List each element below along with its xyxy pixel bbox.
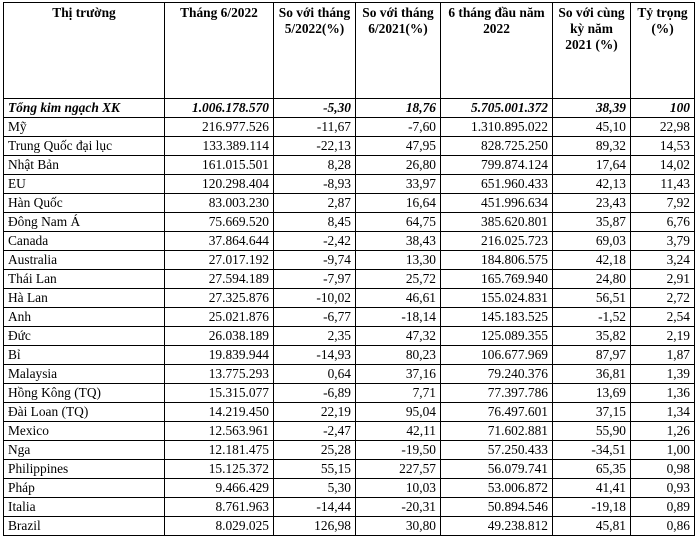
- vs-june-2021: -18,14: [356, 308, 441, 327]
- market-name: Brazil: [4, 517, 165, 536]
- vs-same-period-2021: -34,51: [553, 441, 631, 460]
- share-percent: 3,24: [631, 251, 695, 270]
- share-percent: 1,00: [631, 441, 695, 460]
- table-row: [4, 441, 695, 460]
- table-row: [4, 118, 695, 137]
- market-name: Trung Quốc đại lục: [4, 137, 165, 156]
- vs-same-period-2021: 42,13: [553, 175, 631, 194]
- vs-same-period-2021: 56,51: [553, 289, 631, 308]
- first-half-2022-value: 106.677.969: [441, 346, 553, 365]
- header-vs-same-period-2021: So với cùng kỳ năm 2021 (%): [553, 3, 631, 99]
- vs-may-2022: 8,28: [274, 156, 356, 175]
- vs-may-2022: 2,35: [274, 327, 356, 346]
- market-name: Anh: [4, 308, 165, 327]
- first-half-2022-value: 651.960.433: [441, 175, 553, 194]
- table-row: [4, 232, 695, 251]
- vs-june-2021: 227,57: [356, 460, 441, 479]
- header-share: Tỷ trọng (%): [631, 3, 695, 99]
- june-2022-value: 12.563.961: [165, 422, 274, 441]
- share-percent: 14,02: [631, 156, 695, 175]
- vs-june-2021: 16,64: [356, 194, 441, 213]
- total-first-half-2022: 5.705.001.372: [441, 99, 553, 118]
- june-2022-value: 27.325.876: [165, 289, 274, 308]
- june-2022-value: 13.775.293: [165, 365, 274, 384]
- market-name: Hàn Quốc: [4, 194, 165, 213]
- vs-june-2021: 80,23: [356, 346, 441, 365]
- first-half-2022-value: 57.250.433: [441, 441, 553, 460]
- vs-same-period-2021: 65,35: [553, 460, 631, 479]
- market-name: Thái Lan: [4, 270, 165, 289]
- first-half-2022-value: 71.602.881: [441, 422, 553, 441]
- vs-may-2022: -2,42: [274, 232, 356, 251]
- first-half-2022-value: 145.183.525: [441, 308, 553, 327]
- table-row: [4, 308, 695, 327]
- vs-may-2022: 5,30: [274, 479, 356, 498]
- market-name: EU: [4, 175, 165, 194]
- vs-same-period-2021: 55,90: [553, 422, 631, 441]
- market-name: Đức: [4, 327, 165, 346]
- table-row: [4, 137, 695, 156]
- vs-same-period-2021: 13,69: [553, 384, 631, 403]
- first-half-2022-value: 77.397.786: [441, 384, 553, 403]
- june-2022-value: 14.219.450: [165, 403, 274, 422]
- share-percent: 7,92: [631, 194, 695, 213]
- first-half-2022-value: 76.497.601: [441, 403, 553, 422]
- share-percent: 2,54: [631, 308, 695, 327]
- vs-same-period-2021: 89,32: [553, 137, 631, 156]
- vs-june-2021: 38,43: [356, 232, 441, 251]
- vs-same-period-2021: 23,43: [553, 194, 631, 213]
- market-name: Canada: [4, 232, 165, 251]
- market-name: Malaysia: [4, 365, 165, 384]
- first-half-2022-value: 385.620.801: [441, 213, 553, 232]
- first-half-2022-value: 53.006.872: [441, 479, 553, 498]
- vs-same-period-2021: 87,97: [553, 346, 631, 365]
- share-percent: 1,36: [631, 384, 695, 403]
- vs-same-period-2021: 36,81: [553, 365, 631, 384]
- vs-may-2022: -9,74: [274, 251, 356, 270]
- export-market-table: [3, 2, 695, 536]
- vs-same-period-2021: 35,87: [553, 213, 631, 232]
- market-name: Philippines: [4, 460, 165, 479]
- vs-june-2021: 42,11: [356, 422, 441, 441]
- vs-may-2022: -6,89: [274, 384, 356, 403]
- share-percent: 0,93: [631, 479, 695, 498]
- vs-may-2022: -6,77: [274, 308, 356, 327]
- vs-june-2021: 47,95: [356, 137, 441, 156]
- share-percent: 0,86: [631, 517, 695, 536]
- vs-may-2022: -22,13: [274, 137, 356, 156]
- first-half-2022-value: 165.769.940: [441, 270, 553, 289]
- market-name: Nga: [4, 441, 165, 460]
- header-row: [4, 3, 695, 99]
- vs-same-period-2021: -19,18: [553, 498, 631, 517]
- vs-same-period-2021: 35,82: [553, 327, 631, 346]
- vs-june-2021: 33,97: [356, 175, 441, 194]
- market-name: Bỉ: [4, 346, 165, 365]
- first-half-2022-value: 1.310.895.022: [441, 118, 553, 137]
- vs-june-2021: 47,32: [356, 327, 441, 346]
- vs-june-2021: 26,80: [356, 156, 441, 175]
- first-half-2022-value: 799.874.124: [441, 156, 553, 175]
- table-row: [4, 517, 695, 536]
- share-percent: 1,39: [631, 365, 695, 384]
- table-row: [4, 327, 695, 346]
- share-percent: 1,87: [631, 346, 695, 365]
- market-name: Hồng Kông (TQ): [4, 384, 165, 403]
- first-half-2022-value: 49.238.812: [441, 517, 553, 536]
- june-2022-value: 161.015.501: [165, 156, 274, 175]
- june-2022-value: 15.125.372: [165, 460, 274, 479]
- table-row: [4, 251, 695, 270]
- vs-may-2022: -2,47: [274, 422, 356, 441]
- vs-same-period-2021: 69,03: [553, 232, 631, 251]
- table-row: [4, 213, 695, 232]
- vs-same-period-2021: 45,10: [553, 118, 631, 137]
- june-2022-value: 83.003.230: [165, 194, 274, 213]
- header-vs-june-2021: So với tháng 6/2021(%): [356, 3, 441, 99]
- share-percent: 14,53: [631, 137, 695, 156]
- header-first-half-2022: 6 tháng đầu năm 2022: [441, 3, 553, 99]
- vs-june-2021: 25,72: [356, 270, 441, 289]
- vs-may-2022: 22,19: [274, 403, 356, 422]
- vs-same-period-2021: 37,15: [553, 403, 631, 422]
- first-half-2022-value: 155.024.831: [441, 289, 553, 308]
- table-row: [4, 460, 695, 479]
- table-row: [4, 270, 695, 289]
- vs-june-2021: -7,60: [356, 118, 441, 137]
- header-june-2022: Tháng 6/2022: [165, 3, 274, 99]
- june-2022-value: 9.466.429: [165, 479, 274, 498]
- share-percent: 2,72: [631, 289, 695, 308]
- vs-same-period-2021: 42,18: [553, 251, 631, 270]
- june-2022-value: 12.181.475: [165, 441, 274, 460]
- table-row: [4, 289, 695, 308]
- vs-may-2022: -14,93: [274, 346, 356, 365]
- header-vs-may-2022: So với tháng 5/2022(%): [274, 3, 356, 99]
- table-row: [4, 175, 695, 194]
- vs-same-period-2021: 41,41: [553, 479, 631, 498]
- vs-may-2022: -14,44: [274, 498, 356, 517]
- june-2022-value: 8.029.025: [165, 517, 274, 536]
- vs-may-2022: 25,28: [274, 441, 356, 460]
- vs-june-2021: 64,75: [356, 213, 441, 232]
- table-row: [4, 194, 695, 213]
- vs-june-2021: 46,61: [356, 289, 441, 308]
- vs-may-2022: 55,15: [274, 460, 356, 479]
- share-percent: 6,76: [631, 213, 695, 232]
- vs-may-2022: -10,02: [274, 289, 356, 308]
- june-2022-value: 15.315.077: [165, 384, 274, 403]
- vs-same-period-2021: 17,64: [553, 156, 631, 175]
- total-vs-same-period-2021: 38,39: [553, 99, 631, 118]
- market-name: Australia: [4, 251, 165, 270]
- first-half-2022-value: 184.806.575: [441, 251, 553, 270]
- june-2022-value: 133.389.114: [165, 137, 274, 156]
- share-percent: 1,34: [631, 403, 695, 422]
- total-row: [4, 99, 695, 118]
- vs-same-period-2021: 45,81: [553, 517, 631, 536]
- vs-june-2021: 13,30: [356, 251, 441, 270]
- vs-june-2021: 10,03: [356, 479, 441, 498]
- share-percent: 1,26: [631, 422, 695, 441]
- market-name: Italia: [4, 498, 165, 517]
- table-row: [4, 365, 695, 384]
- share-percent: 2,19: [631, 327, 695, 346]
- total-june-2022: 1.006.178.570: [165, 99, 274, 118]
- first-half-2022-value: 125.089.355: [441, 327, 553, 346]
- share-percent: 0,98: [631, 460, 695, 479]
- total-label: Tổng kim ngạch XK: [4, 99, 165, 118]
- first-half-2022-value: 451.996.634: [441, 194, 553, 213]
- june-2022-value: 216.977.526: [165, 118, 274, 137]
- table-row: [4, 403, 695, 422]
- first-half-2022-value: 828.725.250: [441, 137, 553, 156]
- june-2022-value: 27.594.189: [165, 270, 274, 289]
- vs-may-2022: -7,97: [274, 270, 356, 289]
- vs-same-period-2021: -1,52: [553, 308, 631, 327]
- total-vs-june-2021: 18,76: [356, 99, 441, 118]
- market-name: Đông Nam Á: [4, 213, 165, 232]
- market-name: Mỹ: [4, 118, 165, 137]
- market-name: Mexico: [4, 422, 165, 441]
- table-row: [4, 479, 695, 498]
- header-market: Thị trường: [4, 3, 165, 99]
- vs-june-2021: 95,04: [356, 403, 441, 422]
- share-percent: 0,89: [631, 498, 695, 517]
- vs-june-2021: 37,16: [356, 365, 441, 384]
- first-half-2022-value: 50.894.546: [441, 498, 553, 517]
- total-vs-may-2022: -5,30: [274, 99, 356, 118]
- market-name: Hà Lan: [4, 289, 165, 308]
- june-2022-value: 19.839.944: [165, 346, 274, 365]
- vs-may-2022: -8,93: [274, 175, 356, 194]
- share-percent: 2,91: [631, 270, 695, 289]
- june-2022-value: 27.017.192: [165, 251, 274, 270]
- june-2022-value: 26.038.189: [165, 327, 274, 346]
- vs-may-2022: 0,64: [274, 365, 356, 384]
- total-share: 100: [631, 99, 695, 118]
- june-2022-value: 25.021.876: [165, 308, 274, 327]
- vs-may-2022: 126,98: [274, 517, 356, 536]
- table-row: [4, 346, 695, 365]
- market-name: Đài Loan (TQ): [4, 403, 165, 422]
- vs-same-period-2021: 24,80: [553, 270, 631, 289]
- june-2022-value: 37.864.644: [165, 232, 274, 251]
- table-row: [4, 156, 695, 175]
- table-row: [4, 498, 695, 517]
- share-percent: 11,43: [631, 175, 695, 194]
- vs-june-2021: -20,31: [356, 498, 441, 517]
- vs-may-2022: 2,87: [274, 194, 356, 213]
- table-row: [4, 384, 695, 403]
- vs-may-2022: -11,67: [274, 118, 356, 137]
- june-2022-value: 8.761.963: [165, 498, 274, 517]
- first-half-2022-value: 216.025.723: [441, 232, 553, 251]
- first-half-2022-value: 56.079.741: [441, 460, 553, 479]
- market-name: Pháp: [4, 479, 165, 498]
- june-2022-value: 120.298.404: [165, 175, 274, 194]
- table-row: [4, 422, 695, 441]
- market-name: Nhật Bản: [4, 156, 165, 175]
- share-percent: 3,79: [631, 232, 695, 251]
- vs-may-2022: 8,45: [274, 213, 356, 232]
- vs-june-2021: 7,71: [356, 384, 441, 403]
- share-percent: 22,98: [631, 118, 695, 137]
- vs-june-2021: 30,80: [356, 517, 441, 536]
- june-2022-value: 75.669.520: [165, 213, 274, 232]
- first-half-2022-value: 79.240.376: [441, 365, 553, 384]
- vs-june-2021: -19,50: [356, 441, 441, 460]
